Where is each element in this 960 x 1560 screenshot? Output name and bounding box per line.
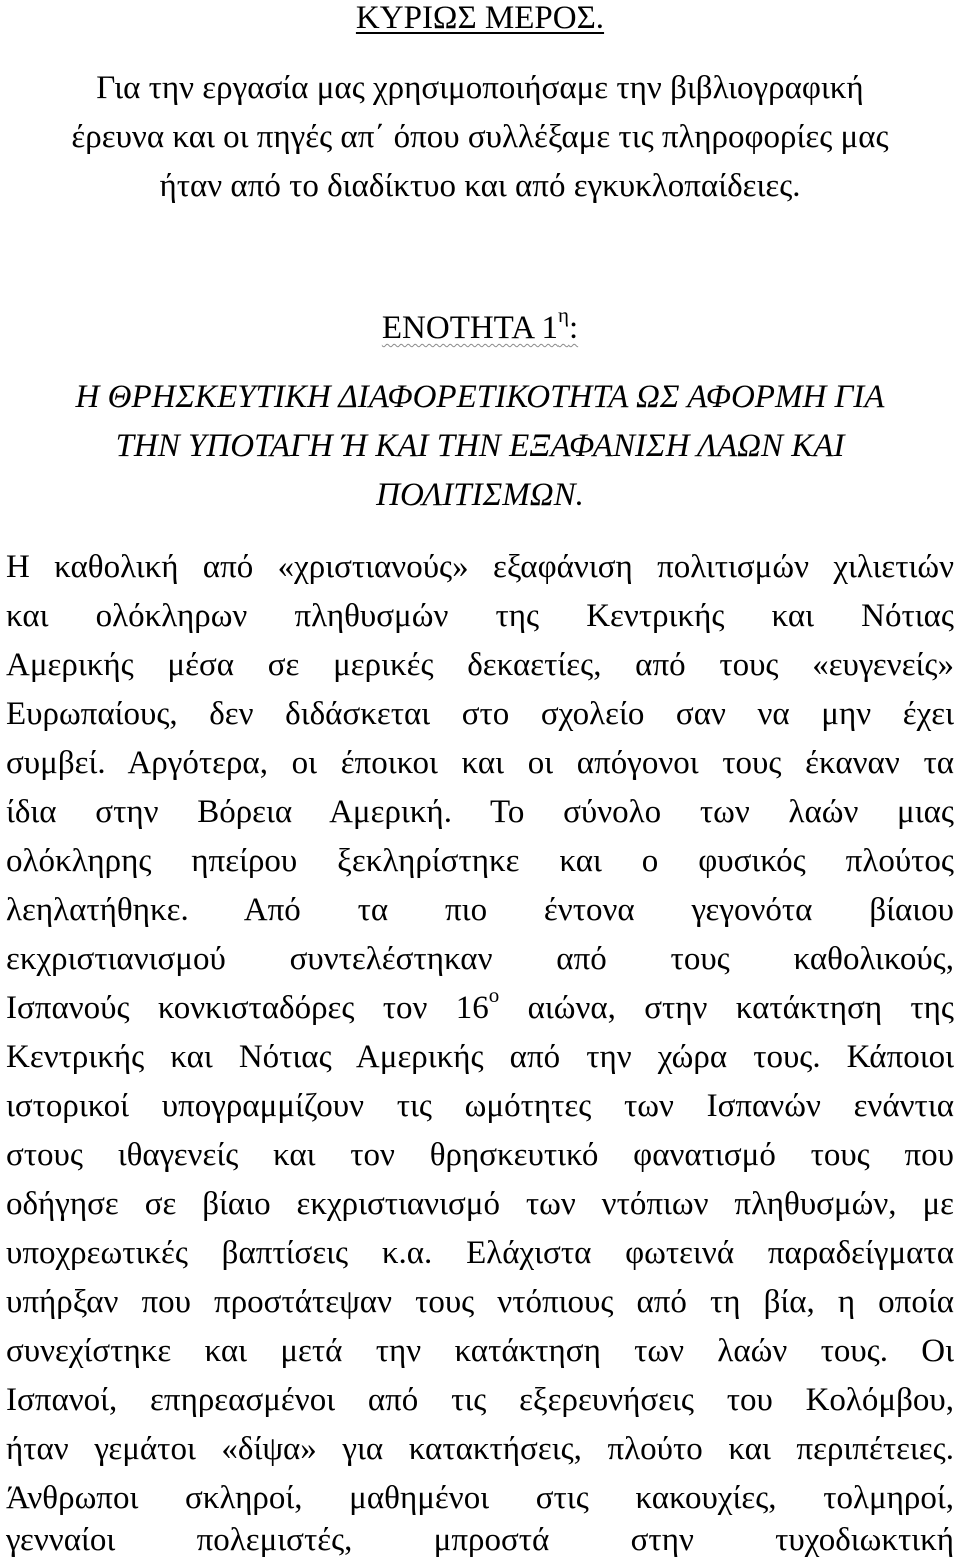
- section-suffix: :: [568, 310, 579, 346]
- intro-line: Για την εργασία μας χρησιμοποιήσαμε την βιβλιογραφική: [96, 70, 864, 106]
- body-line: στους ιθαγενείς και τον θρησκευτικό φανατισμό τους που: [6, 1137, 954, 1173]
- intro-line: έρευνα και οι πηγές απ΄ όπου συλλέξαμε τις πληροφορίες μας: [71, 119, 889, 155]
- body-line: υπήρξαν που προστάτεψαν τους ντόπιους από τη βία, η οποία: [6, 1284, 954, 1320]
- section-subtitle-line: Η ΘΡΗΣΚΕΥΤΙΚΗ ΔΙΑΦΟΡΕΤΙΚΟΤΗΤΑ ΩΣ ΑΦΟΡΜΗ ΓΙΑ: [75, 379, 885, 415]
- body-line: Κεντρικής και Νότιας Αμερικής από την χώρα τους. Κάποιοι: [6, 1039, 954, 1075]
- section-subtitle-line: ΤΗΝ ΥΠΟΤΑΓΗ Ή ΚΑΙ ΤΗΝ ΕΞΑΦΑΝΙΣΗ ΛΑΩΝ ΚΑΙ: [115, 428, 845, 464]
- body-line: ολόκληρης ηπείρου ξεκληρίστηκε και ο φυσικός πλούτος: [6, 843, 954, 879]
- body-line: Αμερικής μέσα σε μερικές δεκαετίες, από τους «ευγενείς»: [6, 647, 954, 683]
- section-heading-text: [381, 303, 579, 346]
- body-line: υποχρεωτικές βαπτίσεις κ.α. Ελάχιστα φωτεινά παραδείγματα: [6, 1235, 954, 1271]
- body-line: ιστορικοί υπογραμμίζουν τις ωμότητες των Ισπανών ενάντια: [6, 1088, 954, 1124]
- body-line-part: Ισπανούς κονκισταδόρες τον 16: [6, 990, 489, 1026]
- section-heading: [0, 303, 960, 348]
- body-line-part: αιώνα, στην κατάκτηση της: [499, 990, 954, 1026]
- body-line: Άνθρωποι σκληροί, μαθημένοι στις κακουχίες, τολμηροί,: [6, 1480, 954, 1516]
- body-line-with-superscript: [6, 983, 954, 1028]
- main-heading: [0, 0, 960, 38]
- section-subtitle-line: ΠΟΛΙΤΙΣΜΩΝ.: [376, 477, 584, 513]
- body-line: εκχριστιανισμού συντελέστηκαν από τους καθολικούς,: [6, 941, 954, 977]
- intro-line: ήταν από το διαδίκτυο και από εγκυκλοπαίδειες.: [159, 168, 801, 204]
- section-label: ΕΝΟΤΗΤΑ 1: [381, 310, 558, 346]
- body-line: ήταν γεμάτοι «δίψα» για κατακτήσεις, πλούτο και περιπέτειες.: [6, 1431, 954, 1467]
- body-line: Ισπανοί, επηρεασμένοι από τις εξερευνήσεις του Κολόμβου,: [6, 1382, 954, 1418]
- body-line: συνεχίστηκε και μετά την κατάκτηση των λαών τους. Οι: [6, 1333, 954, 1369]
- body-line: και ολόκληρων πληθυσμών της Κεντρικής και Νότιας: [6, 598, 954, 634]
- body-line: γενναίοι πολεμιστές, μπροστά στην τυχοδιωκτική: [6, 1522, 954, 1558]
- body-line: Ευρωπαίους, δεν διδάσκεται στο σχολείο σαν να μην έχει: [6, 696, 954, 732]
- body-line: ίδια στην Βόρεια Αμερική. Το σύνολο των λαών μιας: [6, 794, 954, 830]
- body-line: συμβεί. Αργότερα, οι έποικοι και οι απόγονοι τους έκαναν τα: [6, 745, 954, 781]
- ordinal-superscript: ο: [488, 983, 500, 1007]
- section-superscript: η: [557, 303, 569, 327]
- body-line: Η καθολική από «χριστιανούς» εξαφάνιση πολιτισμών χιλιετιών: [6, 549, 954, 585]
- body-line: λεηλατήθηκε. Από τα πιο έντονα γεγονότα βίαιου: [6, 892, 954, 928]
- body-line: οδήγησε σε βίαιο εκχριστιανισμό των ντόπιων πληθυσμών, με: [6, 1186, 954, 1222]
- main-heading-text: ΚΥΡΙΩΣ ΜΕΡΟΣ.: [355, 0, 605, 36]
